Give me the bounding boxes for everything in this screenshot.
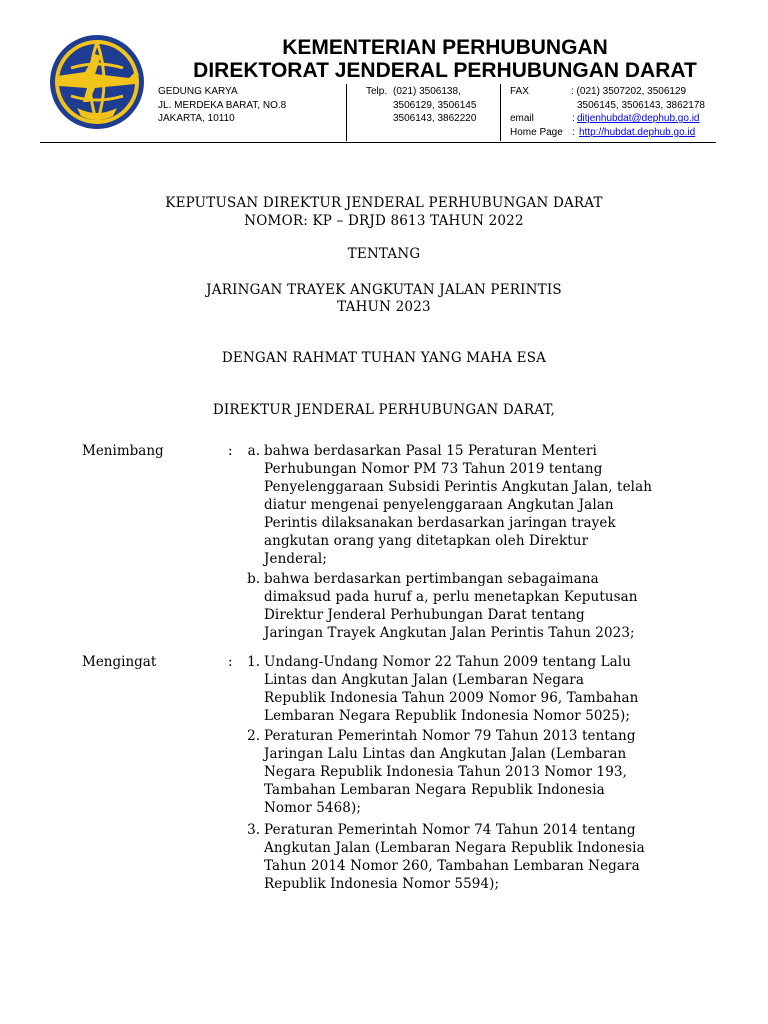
decree-subject-year: TAHUN 2023: [337, 299, 431, 315]
menimbang-item-b: [264, 570, 686, 642]
item-marker: 2.: [247, 728, 260, 744]
text-line: bahwa berdasarkan Pasal 15 Peraturan Menteri: [264, 443, 597, 459]
letterhead-rule: [40, 142, 716, 143]
telp-line: 3506129, 3506145: [393, 99, 477, 111]
text-line: dimaksud pada huruf a, perlu menetapkan Keputusan: [264, 589, 638, 605]
fax-line: 3506145, 3506143, 3862178: [577, 99, 705, 111]
text-line: angkutan orang yang ditetapkan oleh Direktur: [264, 533, 589, 549]
text-line: Lembaran Negara Republik Indonesia Nomor 5025);: [264, 708, 631, 724]
text-line: Jaringan Lalu Lintas dan Angkutan Jalan (Lembaran: [264, 746, 627, 762]
email-colon: :: [572, 113, 575, 124]
decree-authority: DIREKTUR JENDERAL PERHUBUNGAN DARAT,: [212, 402, 556, 418]
text-line: Negara Republik Indonesia Tahun 2013 Nomor 193,: [264, 764, 627, 780]
text-line: Perintis dilaksanakan berdasarkan jaringan trayek: [264, 515, 616, 531]
text-line: Penyelenggaraan Subsidi Perintis Angkutan Jalan, telah: [264, 479, 653, 495]
text-line: Tahun 2014 Nomor 260, Tambahan Lembaran Negara: [264, 858, 640, 874]
telp-label: Telp.: [366, 86, 388, 97]
decree-tentang: TENTANG: [347, 246, 421, 262]
text-line: bahwa berdasarkan pertimbangan sebagaimana: [264, 571, 599, 587]
fax-line: : (021) 3507202, 3506129: [571, 86, 687, 97]
item-marker: a.: [247, 443, 260, 459]
decree-rahmat: DENGAN RAHMAT TUHAN YANG MAHA ESA: [221, 350, 547, 366]
header-divider: [500, 84, 501, 141]
text-line: Perhubungan Nomor PM 73 Tahun 2019 tentang: [264, 461, 603, 477]
text-line: Jenderal;: [264, 551, 327, 567]
fax-label: FAX: [510, 86, 529, 97]
decree-title: KEPUTUSAN DIREKTUR JENDERAL PERHUBUNGAN DARAT: [165, 195, 603, 211]
text-line: Undang-Undang Nomor 22 Tahun 2009 tentang Lalu: [264, 654, 631, 670]
text-line: Republik Indonesia Nomor 5594);: [264, 876, 500, 892]
mengingat-label: Mengingat: [82, 654, 157, 670]
header-divider: [346, 84, 347, 141]
decree-number: NOMOR: KP – DRJD 8613 TAHUN 2022: [244, 213, 524, 229]
address-line: JAKARTA, 10110: [158, 113, 235, 124]
ministry-name: KEMENTERIAN PERHUBUNGAN: [282, 36, 608, 59]
menimbang-colon: :: [228, 443, 233, 459]
item-marker: 1.: [247, 654, 260, 670]
telp-line: (021) 3506138,: [393, 86, 461, 97]
address-line: JL. MERDEKA BARAT, NO.8: [158, 99, 287, 111]
text-line: Peraturan Pemerintah Nomor 79 Tahun 2013 tentang: [264, 728, 636, 744]
ministry-logo: [47, 32, 147, 132]
directorate-name: DIREKTORAT JENDERAL PERHUBUNGAN DARAT: [193, 59, 697, 82]
text-line: Direktur Jenderal Perhubungan Darat tentang: [264, 607, 585, 623]
menimbang-label: Menimbang: [82, 443, 164, 459]
text-line: Republik Indonesia Tahun 2009 Nomor 96, Tambahan: [264, 690, 639, 706]
text-line: Peraturan Pemerintah Nomor 74 Tahun 2014 tentang: [264, 822, 636, 838]
mengingat-colon: :: [228, 654, 233, 670]
text-line: Nomor 5468);: [264, 800, 361, 816]
telp-line: 3506143, 3862220: [393, 113, 477, 124]
homepage-label: Home Page: [510, 126, 563, 138]
decree-subject: JARINGAN TRAYEK ANGKUTAN JALAN PERINTIS: [206, 282, 562, 298]
item-marker: b.: [247, 571, 260, 587]
mengingat-item-1: [264, 653, 686, 725]
homepage-link[interactable]: http://hubdat.dephub.go.id: [579, 126, 696, 138]
address-block: [158, 85, 286, 126]
mengingat-item-2: [264, 727, 686, 817]
text-line: Angkutan Jalan (Lembaran Negara Republik Indonesia: [264, 840, 645, 856]
item-marker: 3.: [247, 822, 260, 838]
homepage-colon: :: [572, 126, 575, 138]
text-line: Lintas dan Angkutan Jalan (Lembaran Negara: [264, 672, 584, 688]
menimbang-item-a: [264, 442, 686, 568]
text-line: diatur mengenai penyelenggaraan Angkutan Jalan: [264, 497, 614, 513]
text-line: Tambahan Lembaran Negara Republik Indonesia: [264, 782, 605, 798]
text-line: Jaringan Trayek Angkutan Jalan Perintis Tahun 2023;: [264, 625, 635, 641]
email-link[interactable]: ditjenhubdat@dephub.go.id: [577, 113, 700, 124]
mengingat-item-3: [264, 821, 686, 893]
address-line: GEDUNG KARYA: [158, 86, 238, 97]
email-label: email: [510, 113, 534, 124]
